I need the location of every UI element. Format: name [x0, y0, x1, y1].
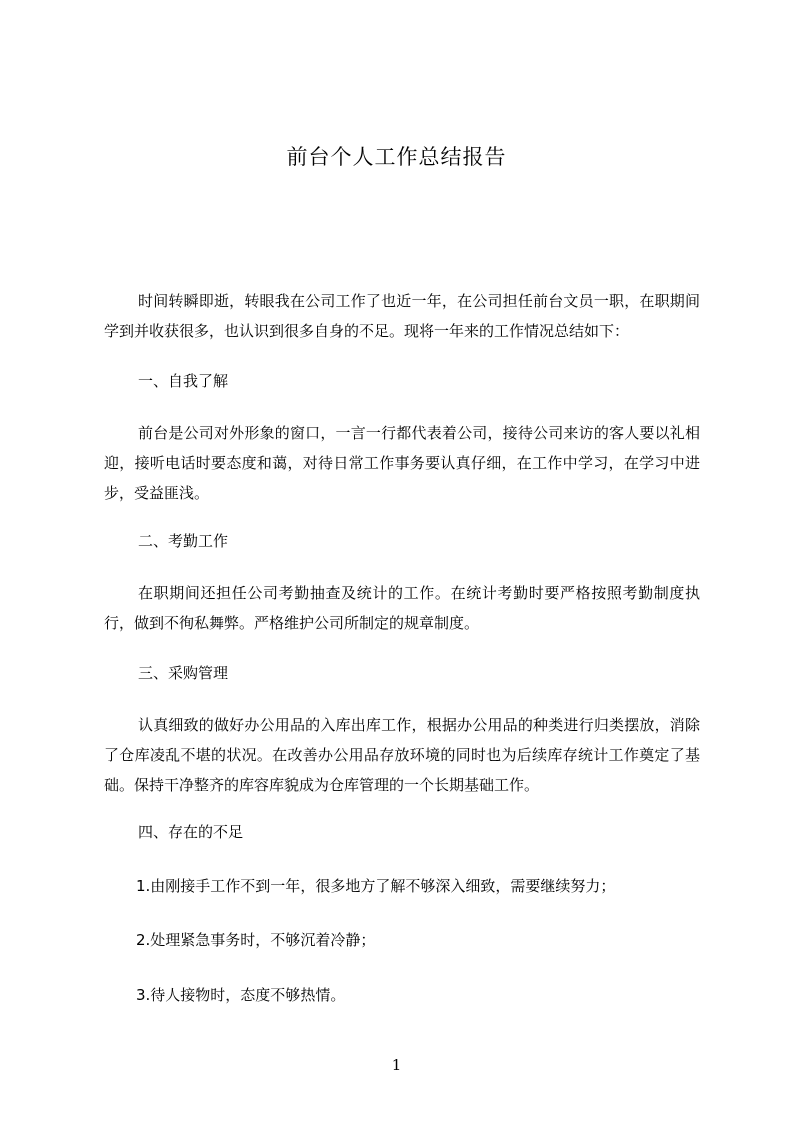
section-body-procurement: 认真细致的做好办公用品的入库出库工作，根据办公用品的种类进行归类摆放，消除了仓库凌乱不堪的状况。在改善办公用品存放环境的同时也为后续库存统计工作奠定了基础。保持干净整齐的库容库貌成为仓库管理的一个长期基础工作。 — [104, 716, 700, 794]
section-heading-shortcomings: 四、存在的不足 — [138, 823, 244, 841]
section-body-attendance: 在职期间还担任公司考勤抽查及统计的工作。在统计考勤时要严格按照考勤制度执行，做到不徇私舞弊。严格维护公司所制定的规章制度。 — [104, 584, 700, 632]
section-heading-procurement: 三、采购管理 — [138, 664, 229, 682]
section-heading-self-understanding: 一、自我了解 — [138, 372, 229, 390]
shortcoming-item-1: 1.由刚接手工作不到一年，很多地方了解不够深入细致，需要继续努力； — [136, 877, 616, 895]
section-heading-attendance: 二、考勤工作 — [138, 532, 229, 550]
shortcoming-item-2: 2.处理紧急事务时，不够沉着冷静； — [136, 931, 376, 949]
section-body-self-understanding: 前台是公司对外形象的窗口，一言一行都代表着公司，接待公司来访的客人要以礼相迎，接听电话时要态度和蔼，对待日常工作事务要认真仔细，在工作中学习，在学习中进步，受益匪浅。 — [104, 424, 700, 502]
document-title: 前台个人工作总结报告 — [286, 145, 507, 169]
page-number: 1 — [391, 1056, 402, 1074]
shortcoming-item-3: 3.待人接物时，态度不够热情。 — [136, 986, 346, 1004]
intro-paragraph: 时间转瞬即逝，转眼我在公司工作了也近一年，在公司担任前台文员一职，在职期间学到并收获很多，也认识到很多自身的不足。现将一年来的工作情况总结如下： — [104, 292, 700, 340]
